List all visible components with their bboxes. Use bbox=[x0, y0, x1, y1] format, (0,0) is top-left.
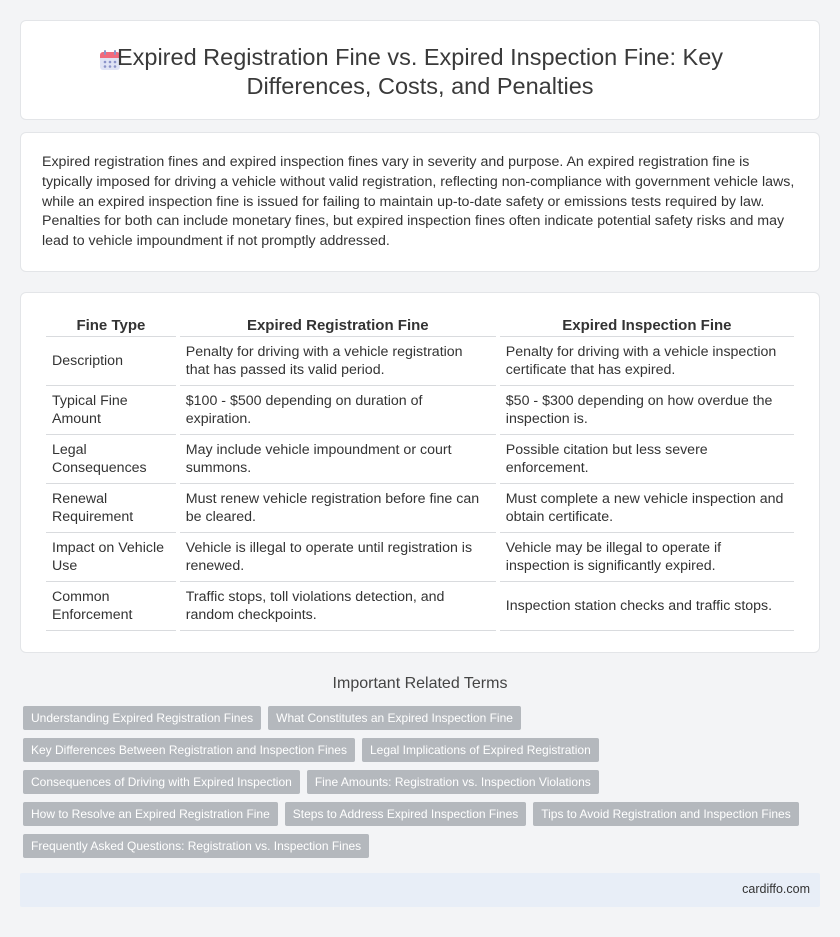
page-title: Expired Registration Fine vs. Expired Inspection Fine: Key Differences, Costs, and Penalties bbox=[116, 44, 724, 99]
header-inspection: Expired Inspection Fine bbox=[500, 315, 794, 337]
related-term-link[interactable]: Frequently Asked Questions: Registration vs. Inspection Fines bbox=[23, 834, 369, 858]
comparison-table-card bbox=[20, 292, 820, 653]
table-row bbox=[46, 533, 794, 582]
table-row bbox=[46, 435, 794, 484]
related-term-link[interactable]: Fine Amounts: Registration vs. Inspection Violations bbox=[307, 770, 599, 794]
table-row bbox=[46, 337, 794, 386]
inspection-cell: Penalty for driving with a vehicle inspection certificate that has expired. bbox=[500, 337, 794, 386]
intro-card bbox=[20, 132, 820, 272]
table-header-row bbox=[46, 315, 794, 337]
registration-cell: May include vehicle impoundment or court summons. bbox=[180, 435, 496, 484]
inspection-cell: Inspection station checks and traffic stops. bbox=[500, 582, 794, 631]
related-term-link[interactable]: Steps to Address Expired Inspection Fines bbox=[285, 802, 526, 826]
inspection-cell: Must complete a new vehicle inspection and obtain certificate. bbox=[500, 484, 794, 533]
header-card bbox=[20, 20, 820, 120]
related-term-link[interactable]: What Constitutes an Expired Inspection Fine bbox=[268, 706, 521, 730]
related-term-link[interactable]: Consequences of Driving with Expired Inspection bbox=[23, 770, 300, 794]
related-term-link[interactable]: Tips to Avoid Registration and Inspection Fines bbox=[533, 802, 798, 826]
inspection-cell: Possible citation but less severe enforcement. bbox=[500, 435, 794, 484]
tag-row bbox=[23, 834, 813, 858]
related-terms-title: Important Related Terms bbox=[332, 675, 508, 692]
table-row bbox=[46, 386, 794, 435]
registration-cell: Penalty for driving with a vehicle registration that has passed its valid period. bbox=[180, 337, 496, 386]
inspection-cell: Vehicle may be illegal to operate if inspection is significantly expired. bbox=[500, 533, 794, 582]
row-label: Impact on Vehicle Use bbox=[46, 533, 176, 582]
table-row bbox=[46, 582, 794, 631]
related-term-link[interactable]: How to Resolve an Expired Registration Fine bbox=[23, 802, 278, 826]
related-term-link[interactable]: Understanding Expired Registration Fines bbox=[23, 706, 261, 730]
registration-cell: Traffic stops, toll violations detection, and random checkpoints. bbox=[180, 582, 496, 631]
table-row bbox=[46, 484, 794, 533]
site-link[interactable]: cardiffo.com bbox=[742, 882, 810, 896]
footer bbox=[20, 873, 820, 907]
tag-row bbox=[23, 706, 813, 730]
related-term-link[interactable]: Key Differences Between Registration and Inspection Fines bbox=[23, 738, 355, 762]
related-term-link[interactable]: Legal Implications of Expired Registration bbox=[362, 738, 599, 762]
intro-paragraph: Expired registration fines and expired inspection fines vary in severity and purpose. An expired registration fine is typically imposed for driving a vehicle without valid registration, reflecting non-compliance with government vehicle laws, while an expired inspection fine is issued for failing to maintain up-to-date safety or emissions tests required by law. Penalties for both can include monetary fines, but expired inspection fines often indicate potential safety risks and may lead to vehicle impoundment if not promptly addressed. bbox=[42, 154, 795, 250]
row-label: Description bbox=[46, 337, 176, 386]
comparison-table bbox=[42, 315, 798, 631]
registration-cell: $100 - $500 depending on duration of expiration. bbox=[180, 386, 496, 435]
tag-row bbox=[23, 802, 813, 826]
row-label: Renewal Requirement bbox=[46, 484, 176, 533]
header-fine-type: Fine Type bbox=[46, 315, 176, 337]
registration-cell: Vehicle is illegal to operate until registration is renewed. bbox=[180, 533, 496, 582]
row-label: Legal Consequences bbox=[46, 435, 176, 484]
registration-cell: Must renew vehicle registration before fine can be cleared. bbox=[180, 484, 496, 533]
header-registration: Expired Registration Fine bbox=[180, 315, 496, 337]
row-label: Common Enforcement bbox=[46, 582, 176, 631]
related-terms-list bbox=[23, 706, 813, 866]
tag-row bbox=[23, 738, 813, 762]
row-label: Typical Fine Amount bbox=[46, 386, 176, 435]
inspection-cell: $50 - $300 depending on how overdue the inspection is. bbox=[500, 386, 794, 435]
tag-row bbox=[23, 770, 813, 794]
